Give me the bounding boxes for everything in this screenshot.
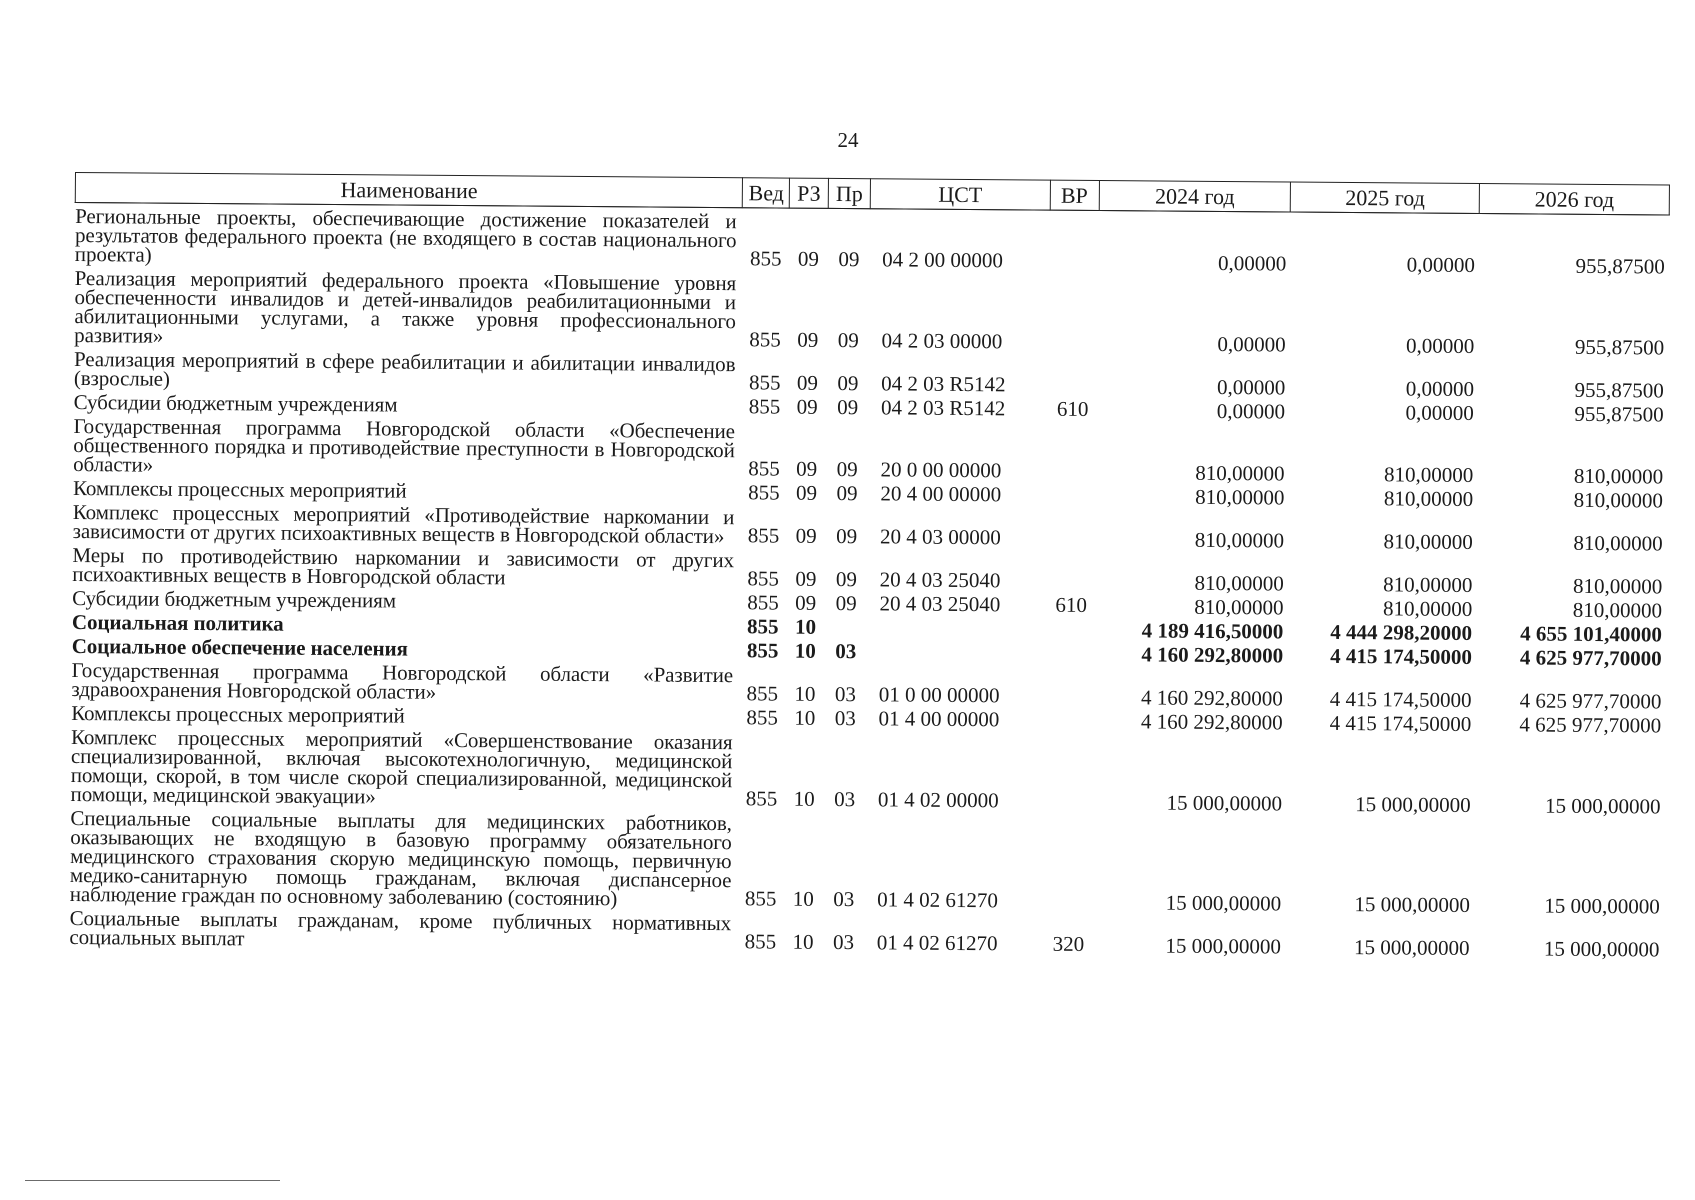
row-vr [1046,708,1095,732]
row-cst: 01 4 00 00000 [878,706,1000,732]
row-rz: 09 [795,566,817,591]
row-value-2025: 810,00000 [1383,572,1473,597]
row-value-2025: 810,00000 [1383,529,1473,554]
table-body [69,203,1669,961]
row-cst: 04 2 03 R5142 [881,371,1006,397]
row-value-2026: 810,00000 [1573,487,1664,513]
row-rz: 09 [795,590,817,615]
row-ved: 855 [747,523,780,548]
row-vr: 610 [1055,592,1087,617]
row-name: Комплекс процессных мероприятий «Совершенствование оказания специализированной, включая высокотехнологичную, медицинской помощи, скорой, в том числе скорой специализированной, медицинской помощи, медицинской эвакуации» [70,724,733,809]
row-value-2024: 0,00000 [1217,331,1286,357]
row-value-2026: 4 625 977,70000 [1519,712,1662,738]
row-cst: 01 0 00 00000 [878,682,1000,708]
row-value-2024: 0,00000 [1217,250,1287,276]
row-value-2024: 4 160 292,80000 [1141,642,1284,668]
header-vr: ВР [1050,180,1099,210]
row-ved: 855 [746,681,779,706]
row-value-2026: 810,00000 [1573,463,1664,489]
page-number: 24 [837,128,859,152]
row-rz: 09 [796,456,818,481]
row-value-2024: 4 160 292,80000 [1140,709,1283,735]
row-name: Государственная программа Новгородской области «Развитие здравоохранения Новгородской области» [71,657,734,704]
budget-document [69,172,1670,961]
row-vr [1045,732,1095,813]
row-rz: 10 [794,614,817,639]
row-value-2025: 4 415 174,50000 [1329,686,1472,712]
header-ved: Вед [743,178,790,208]
row-value-2026: 15 000,00000 [1544,893,1660,919]
row-cst: 20 4 03 25040 [879,567,1001,593]
row-vr [1046,641,1095,665]
table-row [70,805,1665,918]
row-value-2024: 0,00000 [1216,374,1286,400]
row-value-2025: 0,00000 [1406,252,1476,277]
row-vr: 610 [1056,396,1089,421]
row-value-2026: 955,87500 [1574,401,1664,427]
row-value-2024: 4 189 416,50000 [1141,618,1284,644]
row-cst: 20 4 00 00000 [880,481,1002,507]
row-value-2024: 810,00000 [1194,527,1285,553]
row-cst: 20 0 00 00000 [880,457,1002,483]
row-value-2025: 4 444 298,20000 [1330,619,1473,645]
footer-divider [25,1180,280,1181]
row-pr [825,615,868,639]
row-value-2025: 810,00000 [1383,486,1474,511]
row-value-2025: 15 000,00000 [1355,792,1471,817]
row-ved: 855 [748,394,781,419]
row-cst: 04 2 03 R5142 [880,395,1006,421]
row-rz: 10 [792,886,814,911]
row-value-2026: 4 655 101,40000 [1520,621,1663,647]
table-row [74,265,1669,359]
row-value-2026: 15 000,00000 [1544,793,1661,819]
row-pr: 09 [836,456,858,482]
header-pr: Пр [828,178,871,208]
row-vr [1048,421,1098,483]
row-vr [1047,483,1096,507]
row-value-2025: 4 415 174,50000 [1330,643,1472,669]
row-value-2025: 810,00000 [1383,462,1474,487]
row-ved: 855 [744,886,777,911]
row-pr: 03 [834,681,857,707]
row-cst: 01 4 02 00000 [877,787,999,813]
row-cst [867,639,1046,664]
row-name: Региональные проекты, обеспечивающие достижение показателей и результатов федерального проекта (не входящего в состав национального проекта) [74,204,737,267]
row-value-2025: 4 415 174,50000 [1329,710,1472,736]
row-value-2026: 810,00000 [1572,573,1663,599]
row-value-2024: 4 160 292,80000 [1140,685,1283,711]
row-vr [1048,354,1097,397]
row-rz: 09 [796,370,819,395]
row-name: Специальные социальные выплаты для медицинских работников, оказывающих не входящую в базовую программу обязательного медицинского страхования скорую медицинскую помощь, первичную медико-санитарную помощь гражданам, включая диспансерное наблюдение граждан по основному заболеванию (состоянию) [69,805,732,911]
row-name: Комплексы процессных мероприятий [71,700,405,728]
row-ved: 855 [747,590,779,615]
row-pr: 03 [834,705,856,731]
row-rz: 09 [797,327,819,352]
row-ved: 855 [748,480,780,505]
row-cst: 20 4 03 00000 [879,524,1001,550]
row-name: Комплекс процессных мероприятий «Противодействие наркомании и зависимости от других психоактивных веществ в Новгородской области» [72,499,735,549]
row-rz: 10 [792,929,814,954]
row-pr: 09 [838,246,860,272]
table-row [71,724,1666,818]
row-vr [1046,617,1095,641]
row-pr: 09 [837,327,859,353]
header-2025: 2025 год [1291,182,1480,213]
row-value-2024: 0,00000 [1216,398,1286,424]
row-vr [1047,550,1096,593]
row-ved: 855 [746,638,779,663]
row-value-2025: 15 000,00000 [1354,935,1470,960]
row-rz: 10 [794,705,816,730]
row-rz: 10 [794,681,816,706]
row-name: Социальное обеспечение населения [71,633,408,661]
row-pr: 09 [837,394,859,420]
row-pr: 09 [837,370,859,396]
row-name: Комплексы процессных мероприятий [72,475,407,503]
row-ved: 855 [749,327,781,352]
row-ved: 855 [748,456,780,481]
row-value-2024: 15 000,00000 [1166,790,1283,816]
row-name: Государственная программа Новгородской области «Обеспечение общественного порядка и противодействие преступности в Новгородской области» [73,413,736,477]
row-value-2025: 810,00000 [1382,596,1473,621]
row-value-2024: 810,00000 [1195,460,1285,486]
row-rz: 09 [796,394,818,419]
row-ved: 855 [748,370,781,395]
row-name: Социальная политика [71,609,284,636]
row-value-2026: 810,00000 [1573,530,1663,556]
row-name: Реализация мероприятий в сфере реабилитации и абилитации инвалидов (взрослые) [73,346,736,391]
budget-table [69,172,1670,961]
row-name: Социальные выплаты гражданам, кроме публичных нормативных социальных выплат [69,905,732,951]
row-value-2024: 810,00000 [1194,594,1284,620]
row-pr: 09 [835,566,857,592]
header-rz: РЗ [790,178,829,208]
row-rz: 09 [797,246,819,271]
row-pr: 03 [832,929,855,955]
row-value-2026: 955,87500 [1575,253,1665,279]
row-rz: 09 [795,523,817,548]
row-pr: 09 [836,480,858,506]
row-name: Субсидии бюджетным учреждениям [73,389,398,417]
row-name: Меры по противодействию наркомании и зависимости от других психоактивных веществ в Новгородской области [72,542,735,590]
row-value-2024: 15 000,00000 [1165,933,1281,959]
row-value-2025: 0,00000 [1405,376,1475,401]
row-cst: 01 4 02 61270 [877,887,999,913]
header-cst: ЦСТ [871,179,1050,210]
row-value-2026: 4 625 977,70000 [1519,645,1662,671]
row-ved: 855 [744,929,777,954]
row-rz: 09 [795,480,818,505]
row-pr: 03 [833,886,855,912]
row-value-2025: 0,00000 [1405,333,1475,358]
row-pr: 03 [834,786,856,812]
row-ved: 855 [749,246,782,271]
row-cst: 01 4 02 61270 [876,930,998,956]
row-vr [1049,210,1099,273]
row-vr: 320 [1052,931,1085,956]
header-2026: 2026 год [1479,184,1669,215]
row-ved: 855 [746,705,778,730]
row-rz: 10 [794,638,816,663]
row-value-2025: 0,00000 [1405,400,1474,425]
row-value-2026: 810,00000 [1572,597,1663,623]
row-value-2024: 810,00000 [1195,484,1285,510]
row-vr [1044,813,1094,913]
row-ved: 855 [747,614,779,639]
row-ved: 855 [747,566,780,591]
header-2024: 2024 год [1099,181,1291,213]
row-vr [1049,273,1099,354]
row-value-2026: 15 000,00000 [1543,936,1660,962]
row-pr: 09 [835,590,857,616]
row-name: Субсидии бюджетным учреждениям [72,585,397,613]
row-cst: 20 4 03 25040 [879,591,1001,617]
row-vr [1047,507,1096,550]
row-value-2026: 955,87500 [1574,334,1665,360]
row-cst [867,615,1046,640]
row-value-2026: 955,87500 [1574,377,1664,403]
row-cst: 04 2 03 00000 [881,328,1003,354]
row-vr [1046,665,1095,708]
row-ved: 855 [745,786,778,811]
row-rz: 10 [793,786,815,811]
row-value-2026: 4 625 977,70000 [1519,688,1662,714]
row-value-2025: 15 000,00000 [1354,892,1471,917]
row-pr: 09 [836,523,858,549]
row-cst: 04 2 00 00000 [882,247,1004,273]
row-name: Реализация мероприятий федерального проекта «Повышение уровня обеспеченности инвалидов и детей-инвалидов реабилитационными и абилитационными услугами, а также уровня профессионального развития» [74,266,737,348]
row-value-2024: 15 000,00000 [1165,890,1282,916]
row-pr: 03 [835,638,857,664]
header-name: Наименование [75,173,743,208]
row-value-2024: 810,00000 [1194,570,1284,596]
